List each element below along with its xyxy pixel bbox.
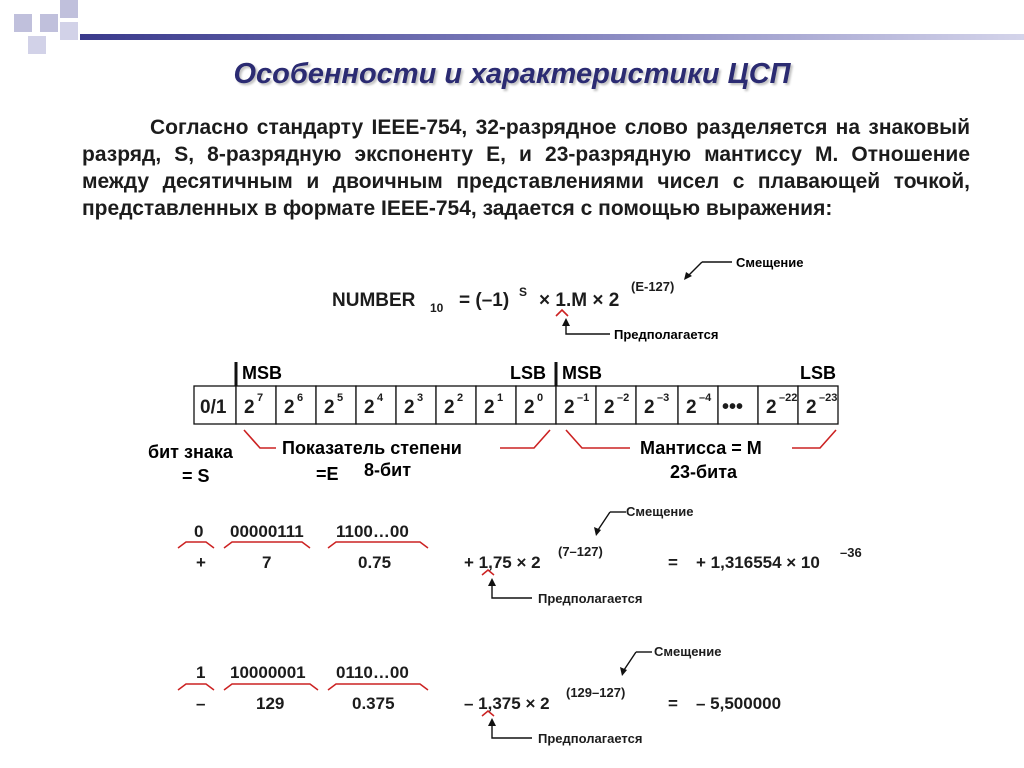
exp-bit-value: 2 bbox=[484, 397, 495, 418]
exp-bit-cell bbox=[276, 386, 316, 424]
mant-bit-power: –22 bbox=[779, 392, 798, 404]
formula-lhs: NUMBER bbox=[332, 290, 416, 311]
exp-label-2: =E bbox=[316, 464, 339, 484]
exp-bracket-left bbox=[244, 430, 276, 448]
exp-bit-cell bbox=[476, 386, 516, 424]
ex1-val-sign: + bbox=[196, 553, 206, 572]
exp-bit-power: 7 bbox=[257, 392, 264, 404]
mant-bit-value: 2 bbox=[806, 397, 817, 418]
ex2-expr: – 1,375 × 2 bbox=[464, 694, 550, 713]
exp-bit-cell bbox=[236, 386, 276, 424]
ex2-sign-bracket bbox=[178, 684, 214, 690]
formula-mid: × 1.M × 2 bbox=[539, 290, 620, 311]
register bbox=[148, 362, 838, 486]
formula-note-bias: Смещение bbox=[736, 255, 804, 270]
mant-bracket-left bbox=[566, 430, 630, 448]
implied-leader bbox=[566, 322, 610, 334]
exp-bit-power: 0 bbox=[537, 392, 544, 404]
ex1-implied-arrowhead bbox=[488, 578, 496, 586]
ex2-implied-leader bbox=[492, 722, 532, 738]
mant-bit-cell bbox=[556, 386, 596, 424]
exp-bit-value: 2 bbox=[524, 397, 535, 418]
mant-bit-power: –3 bbox=[657, 392, 670, 404]
ex1-sign-bracket bbox=[178, 542, 214, 548]
sign-label-2: = S bbox=[182, 466, 210, 486]
exp-bit-cell bbox=[356, 386, 396, 424]
ex1-bias-arrowhead bbox=[594, 527, 601, 536]
mant-bit-power: –2 bbox=[617, 392, 630, 404]
formula bbox=[332, 279, 674, 315]
ex2-eq: = bbox=[668, 694, 678, 713]
exp-bit-value: 2 bbox=[244, 397, 255, 418]
slide-title: Особенности и характеристики ЦСП bbox=[233, 58, 791, 90]
ex2-expr-pow: (129–127) bbox=[566, 685, 626, 700]
ex1-bits-sign: 0 bbox=[194, 522, 204, 541]
mant-bit-value: 2 bbox=[686, 397, 697, 418]
ex2-val-exp: 129 bbox=[256, 694, 285, 713]
ex2-result: – 5,500000 bbox=[696, 694, 782, 713]
ex2-bits-mant: 0110…00 bbox=[336, 663, 409, 682]
ex2-note-bias: Смещение bbox=[654, 644, 722, 659]
exp-bit-power: 4 bbox=[377, 392, 384, 404]
mant-label-2: 23-бита bbox=[670, 462, 738, 482]
mant-bit-value: 2 bbox=[564, 397, 575, 418]
exp-bit-power: 2 bbox=[457, 392, 464, 404]
mant-bit-power: –23 bbox=[819, 392, 838, 404]
ex1-bits-exp: 00000111 bbox=[230, 522, 304, 541]
ex2-note-implied: Предполагается bbox=[538, 731, 643, 746]
ex1-bias-arrow bbox=[598, 512, 610, 530]
ex1-expr-pow: (7–127) bbox=[558, 544, 603, 559]
mant-bit-value: 2 bbox=[766, 397, 777, 418]
ex1-note-bias: Смещение bbox=[626, 504, 694, 519]
formula-exp: (E-127) bbox=[631, 279, 675, 294]
exp-bit-cell bbox=[516, 386, 556, 424]
mant-bit-value: 2 bbox=[644, 397, 655, 418]
ex1-eq: = bbox=[668, 553, 678, 572]
mant-bracket-right bbox=[792, 430, 836, 448]
implied-arrowhead bbox=[562, 318, 570, 326]
exp-bit-power: 5 bbox=[337, 392, 344, 404]
exp-bit-power: 6 bbox=[297, 392, 304, 404]
mant-bit-value: 2 bbox=[604, 397, 615, 418]
ex1-mant-bracket bbox=[328, 542, 428, 548]
sign-label-1: бит знака bbox=[148, 442, 233, 462]
exp-bit-value: 2 bbox=[324, 397, 335, 418]
formula-sign-exp: S bbox=[519, 285, 528, 299]
ex2-bits-sign: 1 bbox=[196, 663, 206, 682]
exp-bit-value: 2 bbox=[444, 397, 455, 418]
formula-note-implied: Предполагается bbox=[614, 327, 719, 342]
exp-bit-value: 2 bbox=[364, 397, 375, 418]
sign-bit-value: 0/1 bbox=[200, 397, 227, 418]
ex2-val-sign: – bbox=[196, 694, 206, 713]
ex2-exp-bracket bbox=[224, 684, 318, 690]
exp-label-1: Показатель степени bbox=[282, 438, 462, 458]
register-cells bbox=[194, 386, 838, 424]
exp-bit-value: 2 bbox=[284, 397, 295, 418]
mant-bit-cell bbox=[678, 386, 718, 424]
lsb-left-label: LSB bbox=[510, 363, 546, 383]
exp-bit-power: 3 bbox=[417, 392, 424, 404]
ex1-expr: + 1,75 × 2 bbox=[464, 553, 541, 572]
ex2-bias-arrowhead bbox=[620, 667, 627, 676]
mant-label-1: Мантисса = M bbox=[640, 438, 762, 458]
ex1-val-exp: 7 bbox=[262, 553, 272, 572]
ex1-bits-mant: 1100…00 bbox=[336, 522, 409, 541]
ex2-implied-arrowhead bbox=[488, 718, 496, 726]
ex1-exp-bracket bbox=[224, 542, 310, 548]
ex1-val-mant: 0.75 bbox=[358, 553, 392, 572]
mant-bit-value: ••• bbox=[722, 396, 744, 418]
exp-bit-cell bbox=[396, 386, 436, 424]
lsb-right-label: LSB bbox=[800, 363, 836, 383]
mant-bit-power: –1 bbox=[577, 392, 590, 404]
example-1 bbox=[178, 504, 862, 606]
ex1-note-implied: Предполагается bbox=[538, 591, 643, 606]
ex2-bits-exp: 10000001 bbox=[230, 663, 306, 682]
exp-bit-value: 2 bbox=[404, 397, 415, 418]
bias-arrow bbox=[688, 262, 702, 276]
exp-bit-cell bbox=[316, 386, 356, 424]
exp-bit-power: 1 bbox=[497, 392, 504, 404]
mant-bit-cell bbox=[596, 386, 636, 424]
example-2 bbox=[178, 644, 781, 746]
ex2-mant-bracket bbox=[328, 684, 428, 690]
msb-right-label: MSB bbox=[562, 363, 602, 383]
exp-bracket-right bbox=[500, 430, 550, 448]
intro-text: Согласно стандарту IEEE-754, 32-разрядное слово разделяется на знаковый разряд, S, 8-разрядную экспоненту E, и 23-разрядную мантиссу M. Отношение между десятичным и двоичным представлениями чисел с плавающей точкой, представленных в формате IEEE-754, задается с помощью выражения: bbox=[82, 116, 970, 220]
msb-left-label: MSB bbox=[242, 363, 282, 383]
ex2-bias-arrow bbox=[624, 652, 636, 670]
exp-label-3: 8-бит bbox=[364, 460, 412, 480]
ex1-result-pow: –36 bbox=[840, 545, 862, 560]
exp-bit-cell bbox=[436, 386, 476, 424]
ex2-val-mant: 0.375 bbox=[352, 694, 395, 713]
formula-eq: = (–1) bbox=[459, 290, 510, 311]
ex1-result: + 1,316554 × 10 bbox=[696, 553, 820, 572]
ex1-implied-leader bbox=[492, 582, 532, 598]
mant-bit-power: –4 bbox=[699, 392, 712, 404]
formula-lhs-sub: 10 bbox=[430, 301, 444, 315]
